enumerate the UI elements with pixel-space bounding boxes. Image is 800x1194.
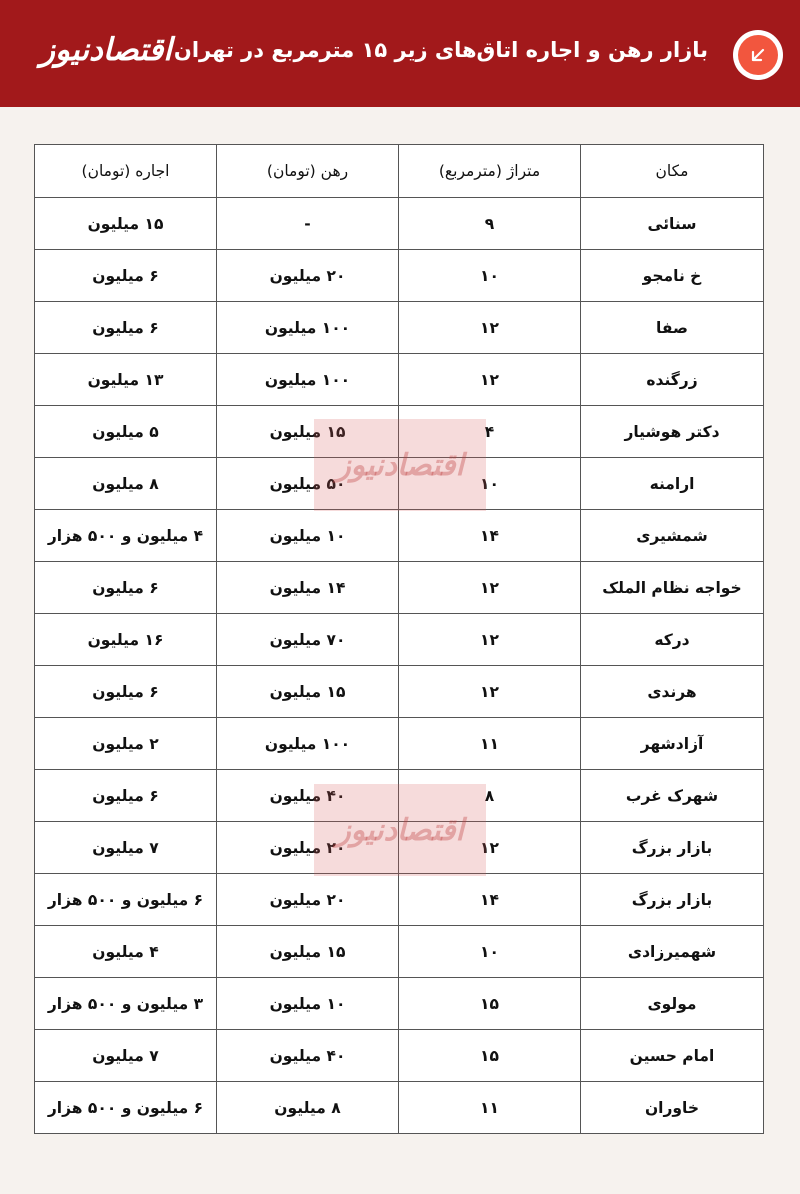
location-cell: بازار بزرگ [581, 874, 764, 926]
rent-cell: ۶ میلیون و ۵۰۰ هزار [35, 874, 217, 926]
page-title: بازار رهن و اجاره اتاق‌های زیر ۱۵ مترمربع در تهران [173, 38, 708, 62]
watermark-bottom: اقتصادنیوز [314, 784, 486, 876]
location-cell: خواجه نظام الملک [581, 562, 764, 614]
table-row [35, 770, 764, 822]
mortgage-cell: ۲۰ میلیون [217, 822, 399, 874]
rent-table-container [35, 144, 764, 1134]
location-cell: خ نامجو [581, 250, 764, 302]
table-row [35, 874, 764, 926]
mortgage-cell: ۵۰ میلیون [217, 458, 399, 510]
location-cell: امام حسین [581, 1030, 764, 1082]
rent-table [34, 144, 764, 1134]
area-cell: ۹ [399, 198, 581, 250]
mortgage-cell: ۱۰۰ میلیون [217, 718, 399, 770]
watermark-top: اقتصادنیوز [314, 419, 486, 511]
column-header-location: مکان [581, 145, 764, 198]
location-cell: مولوی [581, 978, 764, 1030]
rent-cell: ۶ میلیون و ۵۰۰ هزار [35, 1082, 217, 1134]
area-cell: ۴ [399, 406, 581, 458]
arrow-button[interactable] [733, 30, 783, 80]
location-cell: سنائی [581, 198, 764, 250]
mortgage-cell: ۱۵ میلیون [217, 926, 399, 978]
location-cell: شهمیرزادی [581, 926, 764, 978]
table-row [35, 250, 764, 302]
location-cell: آزادشهر [581, 718, 764, 770]
area-cell: ۱۰ [399, 926, 581, 978]
rent-cell: ۶ میلیون [35, 770, 217, 822]
area-cell: ۱۲ [399, 822, 581, 874]
location-cell: شهرک غرب [581, 770, 764, 822]
table-row [35, 458, 764, 510]
mortgage-cell: ۱۵ میلیون [217, 666, 399, 718]
location-cell: هرندی [581, 666, 764, 718]
location-cell: شمشیری [581, 510, 764, 562]
rent-cell: ۶ میلیون [35, 250, 217, 302]
rent-cell: ۳ میلیون و ۵۰۰ هزار [35, 978, 217, 1030]
table-row [35, 354, 764, 406]
rent-cell: ۱۶ میلیون [35, 614, 217, 666]
table-row [35, 406, 764, 458]
rent-cell: ۶ میلیون [35, 666, 217, 718]
table-row [35, 666, 764, 718]
mortgage-cell: ۸ میلیون [217, 1082, 399, 1134]
mortgage-cell: ۱۴ میلیون [217, 562, 399, 614]
location-cell: خاوران [581, 1082, 764, 1134]
table-row [35, 1030, 764, 1082]
location-cell: زرگنده [581, 354, 764, 406]
mortgage-cell: ۱۰۰ میلیون [217, 354, 399, 406]
rent-cell: ۴ میلیون [35, 926, 217, 978]
area-cell: ۱۲ [399, 302, 581, 354]
rent-cell: ۸ میلیون [35, 458, 217, 510]
rent-cell: ۷ میلیون [35, 1030, 217, 1082]
area-cell: ۱۱ [399, 718, 581, 770]
table-row [35, 562, 764, 614]
table-row [35, 614, 764, 666]
area-cell: ۱۲ [399, 562, 581, 614]
rent-cell: ۵ میلیون [35, 406, 217, 458]
column-header-rent: اجاره (تومان) [35, 145, 217, 198]
site-logo: اقتصادنیوز [40, 32, 172, 68]
mortgage-cell: ۱۵ میلیون [217, 406, 399, 458]
area-cell: ۱۴ [399, 874, 581, 926]
arrow-down-left-icon [738, 35, 778, 75]
table-row [35, 978, 764, 1030]
location-cell: ارامنه [581, 458, 764, 510]
area-cell: ۱۲ [399, 666, 581, 718]
header-bar [0, 0, 800, 107]
mortgage-cell: ۴۰ میلیون [217, 770, 399, 822]
mortgage-cell: ۱۰۰ میلیون [217, 302, 399, 354]
area-cell: ۱۰ [399, 458, 581, 510]
column-header-mortgage: رهن (تومان) [217, 145, 399, 198]
table-row [35, 302, 764, 354]
mortgage-cell: ۱۰ میلیون [217, 978, 399, 1030]
location-cell: دکتر هوشیار [581, 406, 764, 458]
rent-cell: ۲ میلیون [35, 718, 217, 770]
mortgage-cell: ۲۰ میلیون [217, 250, 399, 302]
mortgage-cell: ۷۰ میلیون [217, 614, 399, 666]
rent-cell: ۴ میلیون و ۵۰۰ هزار [35, 510, 217, 562]
column-header-area: متراژ (مترمربع) [399, 145, 581, 198]
table-row [35, 718, 764, 770]
rent-cell: ۱۵ میلیون [35, 198, 217, 250]
area-cell: ۱۰ [399, 250, 581, 302]
table-row [35, 510, 764, 562]
location-cell: صفا [581, 302, 764, 354]
location-cell: درکه [581, 614, 764, 666]
table-row [35, 822, 764, 874]
mortgage-cell: ۲۰ میلیون [217, 874, 399, 926]
area-cell: ۱۴ [399, 510, 581, 562]
area-cell: ۱۵ [399, 1030, 581, 1082]
rent-cell: ۱۳ میلیون [35, 354, 217, 406]
rent-cell: ۶ میلیون [35, 302, 217, 354]
table-row [35, 198, 764, 250]
rent-cell: ۷ میلیون [35, 822, 217, 874]
area-cell: ۱۲ [399, 614, 581, 666]
area-cell: ۱۲ [399, 354, 581, 406]
area-cell: ۱۱ [399, 1082, 581, 1134]
table-row [35, 1082, 764, 1134]
rent-cell: ۶ میلیون [35, 562, 217, 614]
mortgage-cell: - [217, 198, 399, 250]
location-cell: بازار بزرگ [581, 822, 764, 874]
mortgage-cell: ۴۰ میلیون [217, 1030, 399, 1082]
area-cell: ۱۵ [399, 978, 581, 1030]
table-row [35, 926, 764, 978]
table-header-row [35, 145, 764, 198]
mortgage-cell: ۱۰ میلیون [217, 510, 399, 562]
area-cell: ۸ [399, 770, 581, 822]
